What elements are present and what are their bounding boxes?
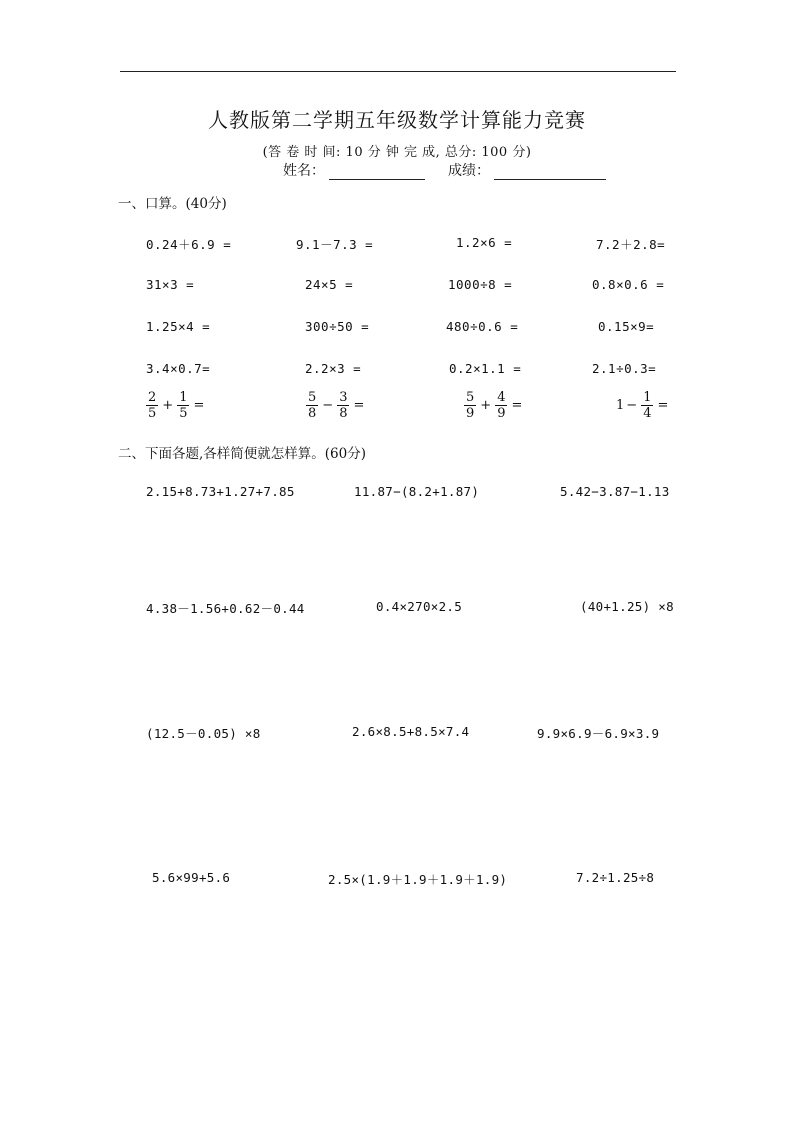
denominator: 8 — [308, 406, 317, 421]
calc-problem: 2.5×(1.9＋1.9＋1.9＋1.9) — [328, 872, 508, 887]
calc-problem: 5.42−3.87−1.13 — [560, 484, 670, 499]
oral-item: 2.1÷0.3= — [592, 361, 657, 376]
equals-sign: = — [657, 398, 669, 413]
page-title: 人教版第二学期五年级数学计算能力竞赛 — [208, 108, 586, 132]
oral-item: 0.15×9= — [598, 319, 655, 334]
equals-sign: = — [193, 398, 205, 413]
denominator: 5 — [179, 406, 188, 421]
denominator: 5 — [148, 406, 157, 421]
score-field[interactable] — [448, 160, 606, 180]
fraction — [641, 390, 653, 421]
calc-problem: 0.4×270×2.5 — [376, 599, 463, 614]
oral-item: 300÷50 = — [305, 319, 370, 334]
fraction-item — [144, 390, 206, 421]
top-rule — [120, 71, 676, 72]
name-blank[interactable] — [329, 165, 425, 180]
whole-number: 1 — [616, 398, 625, 413]
oral-item: 31×3 = — [146, 277, 195, 292]
denominator: 4 — [643, 406, 652, 421]
numerator: 2 — [148, 390, 157, 405]
equals-sign: = — [511, 398, 523, 413]
section1-heading: 一、口算。(40分) — [118, 196, 227, 212]
oral-item: 3.4×0.7= — [146, 361, 211, 376]
fraction — [337, 390, 349, 421]
oral-item: 2.2×3 = — [305, 361, 362, 376]
fraction-item — [462, 390, 524, 421]
numerator: 1 — [179, 390, 188, 405]
calc-problem: 2.15+8.73+1.27+7.85 — [146, 484, 295, 499]
exam-info: (答 卷 时 间: 10 分 钟 完 成, 总分: 100 分) — [262, 145, 532, 160]
score-label: 成绩： — [448, 163, 490, 179]
calc-problem: 11.87−(8.2+1.87) — [354, 484, 480, 499]
numerator: 4 — [497, 390, 506, 405]
calc-problem: (40+1.25) ×8 — [580, 599, 674, 614]
operator: − — [626, 398, 638, 413]
numerator: 5 — [466, 390, 475, 405]
calc-problem: 7.2÷1.25÷8 — [576, 870, 655, 885]
name-label: 姓名： — [283, 163, 325, 179]
score-blank[interactable] — [494, 165, 606, 180]
fraction — [177, 390, 189, 421]
operator: + — [480, 398, 492, 413]
oral-item: 0.8×0.6 = — [592, 277, 665, 292]
oral-item: 1000÷8 = — [448, 277, 513, 292]
oral-item: 480÷0.6 = — [446, 319, 519, 334]
oral-item: 1.25×4 = — [146, 319, 211, 334]
numerator: 3 — [339, 390, 348, 405]
denominator: 9 — [466, 406, 475, 421]
oral-item: 24×5 = — [305, 277, 354, 292]
fraction — [146, 390, 158, 421]
name-field[interactable] — [283, 160, 425, 180]
numerator: 1 — [643, 390, 652, 405]
section2-heading: 二、下面各题,各样简便就怎样算。(60分) — [118, 446, 367, 462]
fraction — [306, 390, 318, 421]
denominator: 9 — [497, 406, 506, 421]
oral-item: 0.24＋6.9 = — [146, 237, 232, 252]
calc-problem: 4.38－1.56+0.62－0.44 — [146, 601, 305, 616]
calc-problem: 9.9×6.9－6.9×3.9 — [537, 726, 660, 741]
oral-item: 0.2×1.1 = — [449, 361, 522, 376]
calc-problem: 2.6×8.5+8.5×7.4 — [352, 724, 470, 739]
fraction — [464, 390, 476, 421]
calc-problem: (12.5－0.05) ×8 — [146, 726, 261, 741]
fraction-item — [304, 390, 366, 421]
operator: + — [162, 398, 174, 413]
calc-problem: 5.6×99+5.6 — [152, 870, 231, 885]
denominator: 8 — [339, 406, 348, 421]
oral-item: 9.1－7.3 = — [296, 237, 374, 252]
oral-item: 7.2＋2.8= — [596, 237, 666, 252]
fraction — [495, 390, 507, 421]
fraction-item — [616, 390, 670, 421]
oral-item: 1.2×6 = — [456, 235, 513, 250]
equals-sign: = — [353, 398, 365, 413]
operator: − — [322, 398, 334, 413]
numerator: 5 — [308, 390, 317, 405]
